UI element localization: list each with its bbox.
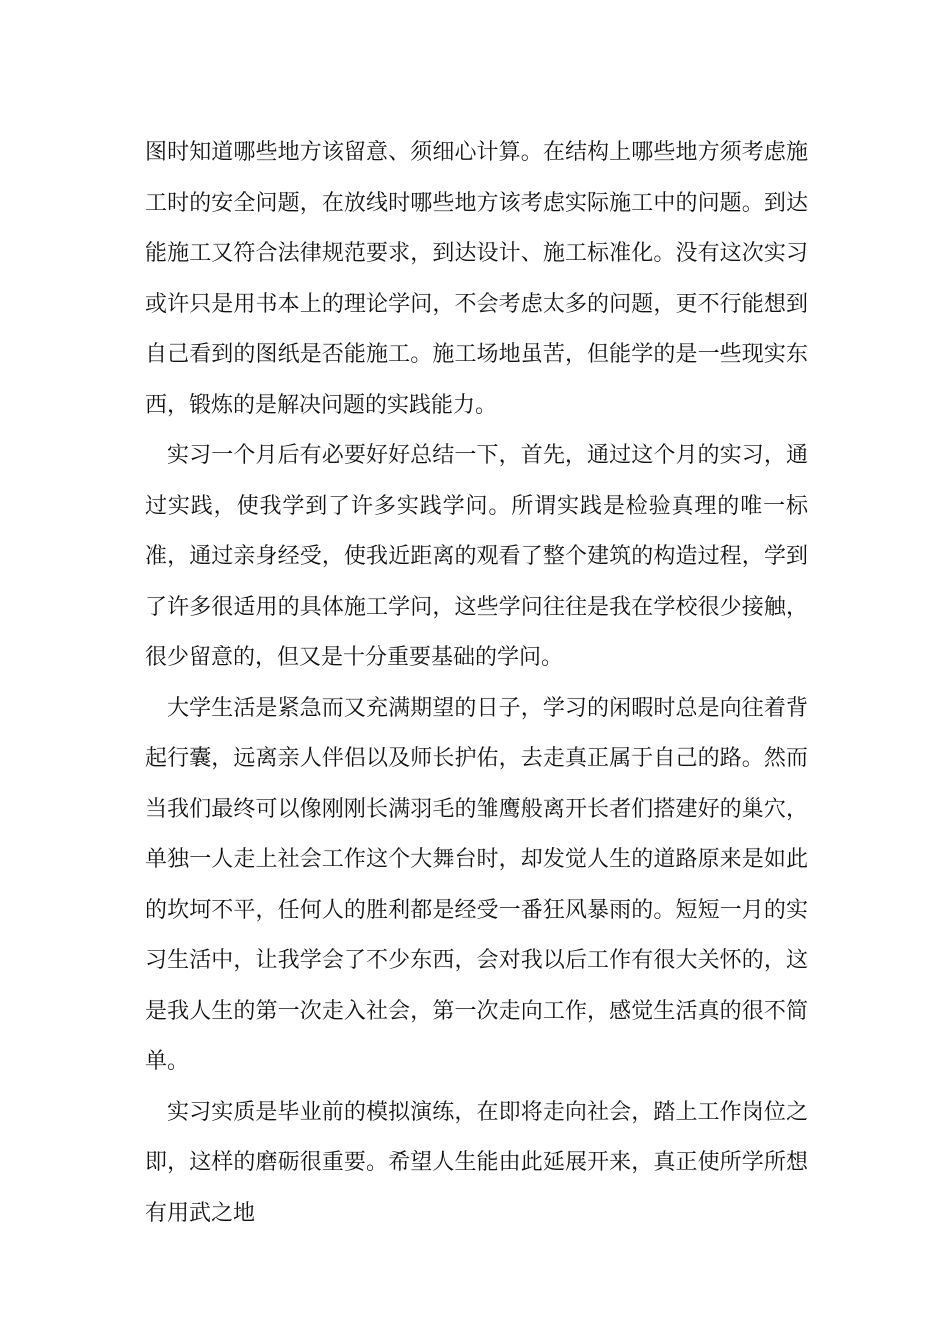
document-body — [145, 128, 808, 1239]
paragraph-continuation: 图时知道哪些地方该留意、须细心计算。在结构上哪些地方须考虑施工时的安全问题，在放线时哪些地方该考虑实际施工中的问题。到达能施工又符合法律规范要求，到达设计、施工标准化。没有这次实习或许只是用书本上的理论学问，不会考虑太多的问题，更不行能想到自己看到的图纸是否能施工。施工场地虽苦，但能学的是一些现实东西，锻炼的是解决问题的实践能力。 — [145, 140, 808, 418]
paragraph-university-life: 大学生活是紧急而又充满期望的日子，学习的闲暇时总是向往着背起行囊，远离亲人伴侣以及师长护佑，去走真正属于自己的路。然而当我们最终可以像刚刚长满羽毛的雏鹰般离开长者们搭建好的巢穴，单独一人走上社会工作这个大舞台时，却发觉人生的道路原来是如此的坎坷不平，任何人的胜利都是经受一番狂风暴雨的。短短一月的实习生活中，让我学会了不少东西，会对我以后工作有很大关怀的，这是我人生的第一次走入社会，第一次走向工作，感觉生活真的很不简单。 — [145, 695, 808, 1074]
paragraph-internship-essence: 实习实质是毕业前的模拟演练，在即将走向社会，踏上工作岗位之即，这样的磨砺很重要。希望人生能由此延展开来，真正使所学所想有用武之地 — [145, 1099, 808, 1226]
paragraph-internship-summary: 实习一个月后有必要好好总结一下，首先，通过这个月的实习，通过实践，使我学到了许多实践学问。所谓实践是检验真理的唯一标准，通过亲身经受，使我近距离的观看了整个建筑的构造过程，学到了许多很适用的具体施工学问，这些学问往往是我在学校很少接触，很少留意的，但又是十分重要基础的学问。 — [145, 443, 808, 670]
